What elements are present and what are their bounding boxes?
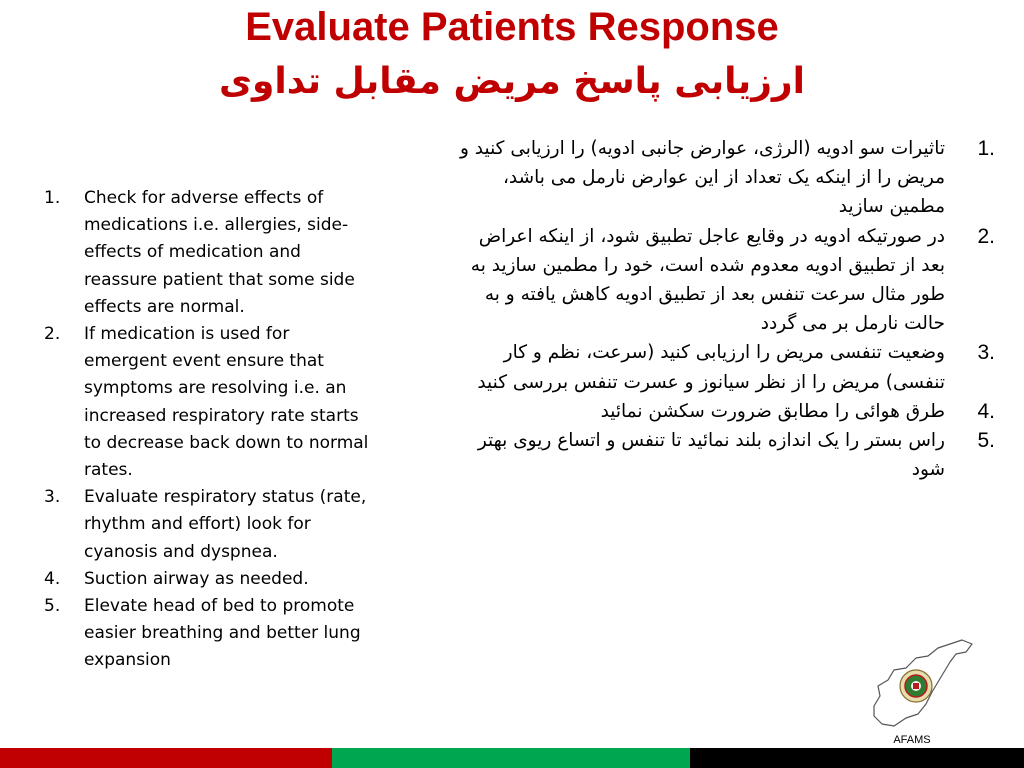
- list-number: 1.: [44, 188, 61, 208]
- list-item: [450, 134, 995, 222]
- list-text: وضعیت تنفسی مریض را ارزیابی کنید (سرعت، نظم و کار تنفسی) مریض را از نظر سیانوز و عسرت تنفس بررسی کنید: [477, 342, 945, 393]
- list-item: [450, 222, 995, 339]
- list-text: Elevate head of bed to promote easier breathing and better lung expansion: [84, 596, 361, 671]
- bar-segment-red: [0, 748, 332, 768]
- afghanistan-map-emblem-icon: [866, 636, 976, 736]
- list-item: [450, 338, 995, 396]
- list-item: [44, 185, 374, 321]
- list-text: Check for adverse effects of medications i.e. allergies, side-effects of medication and reassure patient that some side effects are normal.: [84, 188, 355, 317]
- list-item: [44, 566, 374, 593]
- list-number: 4.: [977, 399, 995, 423]
- bar-segment-black: [690, 748, 1024, 768]
- list-item: [450, 426, 995, 484]
- list-text: طرق هوائی را مطابق ضرورت سکشن نمائید: [600, 400, 945, 422]
- list-number: 2.: [44, 324, 61, 345]
- slide-subtitle-persian: ارزیابی پاسخ مریض مقابل تداوی: [219, 61, 805, 102]
- list-number: 1.: [977, 137, 995, 160]
- list-number: 4.: [44, 568, 61, 589]
- list-text: تاثیرات سو ادویه (الرژی، عوارض جانبی ادویه) را ارزیابی کنید و مریض را از اینکه یک تعداد از این عوارض نارمل می باشد، مطمین سازید: [459, 138, 945, 218]
- list-number: 3.: [977, 341, 995, 365]
- list-number: 5.: [977, 429, 995, 453]
- english-list: [44, 185, 374, 675]
- list-text: Suction airway as needed.: [84, 568, 309, 589]
- list-number: 5.: [44, 596, 61, 617]
- list-item: [44, 593, 374, 675]
- logo-caption: AFAMS: [893, 734, 931, 746]
- bottom-color-bar: [0, 748, 1024, 768]
- slide-title: Evaluate Patients Response: [245, 5, 779, 49]
- list-item: [450, 397, 995, 426]
- list-text: If medication is used for emergent event ensure that symptoms are resolving i.e. an increased respiratory rate starts to decrease back down to normal rates.: [84, 324, 369, 481]
- persian-list: [450, 134, 995, 484]
- list-text: راس بستر را یک اندازه بلند نمائید تا تنفس و اتساع ریوی بهتر شود: [477, 430, 945, 481]
- list-number: 3.: [44, 487, 61, 508]
- list-item: [44, 321, 374, 484]
- bar-segment-green: [332, 748, 690, 768]
- list-text: در صورتیکه ادویه در وقایع عاجل تطبیق شود، از اینکه اعراض بعد از تطبیق ادویه معدوم شده است، خود را مطمین سازید به طور مثال سرعت تنفس بعد از تطبیق ادویه کاهش یافته و به حالت نارمل بر می گردد: [470, 225, 945, 335]
- list-number: 2.: [977, 224, 995, 248]
- list-item: [44, 484, 374, 566]
- list-text: Evaluate respiratory status (rate, rhythm and effort) look for cyanosis and dyspnea.: [84, 487, 367, 562]
